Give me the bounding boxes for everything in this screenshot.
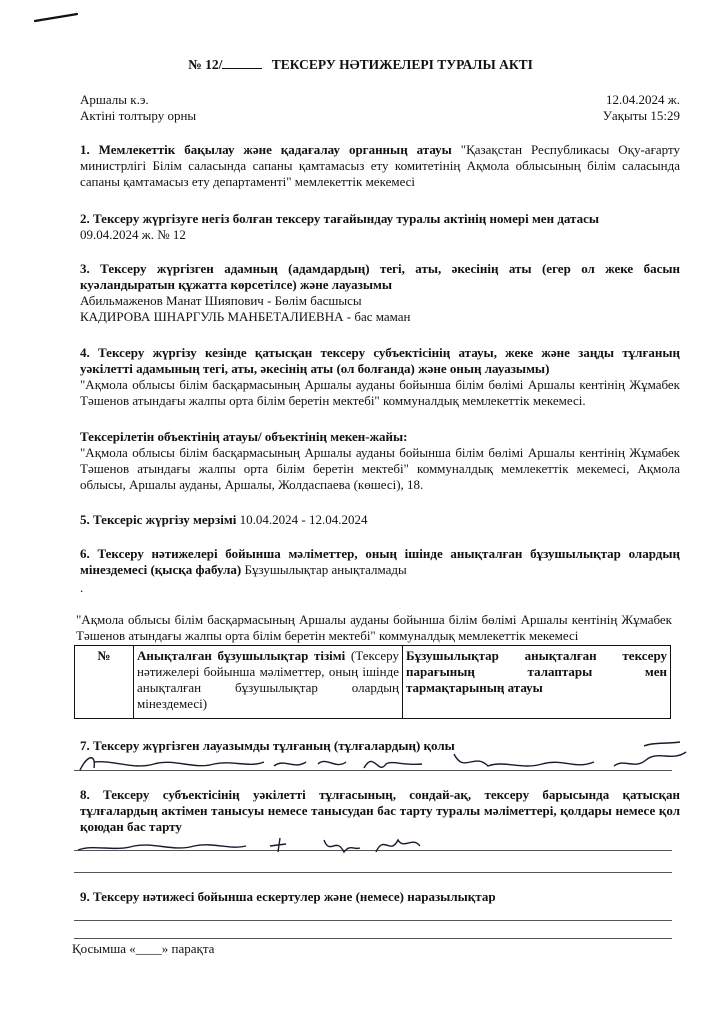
- remarks-line-1: [74, 920, 672, 921]
- section-4-text: "Ақмола облысы білім басқармасының Аршалы ауданы бойынша білім бөлімі Аршалы кентінің Жұмабек Тәшенов атындағы жалпы орта білім беретін мектебі" коммуналдық мемлекеттік мекемесі.: [80, 377, 680, 408]
- act-place: Аршалы к.э.: [80, 92, 149, 107]
- table-col-violations: [134, 646, 403, 719]
- section-6-heading: 6. Тексеру нәтижелері бойынша мәліметтер, оның ішінде анықталған бұзушылықтар олардың мінездемесі (қысқа фабула): [80, 546, 680, 577]
- act-number: № 12/: [188, 57, 223, 72]
- section-1-heading: 1. Мемлекеттік бақылау және қадағалау органның атауы: [80, 142, 452, 157]
- section-2-heading: 2. Тексеру жүргізуге негіз болған тексеру тағайындау туралы актінің номері мен датасы: [80, 211, 600, 226]
- section-4-heading: 4. Тексеру жүргізу кезінде қатысқан тексеру субъектісінің атауы, жеке және заңды тұлғаның уәкілетті адамының тегі, аты, әкесінің аты (ол болғанда) және оның лауазымы): [80, 345, 680, 376]
- table-col-violations-title: Анықталған бұзушылықтар тізімі: [137, 648, 346, 663]
- section-4: [80, 345, 680, 409]
- inspector-1: Абильмаженов Манат Шияпович - Бөлім басшысы: [80, 293, 362, 308]
- table-row: [75, 646, 671, 719]
- signature-line-8b: [74, 872, 672, 873]
- section-2: [80, 211, 680, 243]
- section-1: [80, 142, 680, 190]
- act-number-blank: [222, 57, 262, 69]
- object-heading: Тексерілетін объектінің атауы/ объектінің мекен-жайы:: [80, 429, 408, 444]
- section-6-entity: "Ақмола облысы білім басқармасының Аршалы ауданы бойынша білім бөлімі Аршалы кентінің Жұмабек Тәшенов атындағы жалпы орта білім беретін мектебі" коммуналдық мемлекеттік мекемесі: [76, 612, 672, 643]
- subject-signature: [74, 826, 434, 860]
- section-3-heading: 3. Тексеру жүргізген адамның (адамдардың) тегі, аты, әкесінің аты (егер ол жеке басын куәландыратын құжатта көрсетілсе) және лауазымы: [80, 261, 680, 292]
- section-9-heading: 9. Тексеру нәтижесі бойынша ескертулер және (немесе) наразылықтар: [80, 889, 496, 904]
- section-6-dot: .: [80, 580, 84, 595]
- pen-mark: [34, 12, 78, 26]
- attachment-note: Қосымша «____» парақта: [72, 941, 215, 956]
- section-7-heading: 7. Тексеру жүргізген лауазымды тұлғаның (тұлғалардың) қолы: [80, 738, 455, 753]
- section-6: [80, 546, 680, 578]
- remarks-line-2: [74, 938, 672, 939]
- act-date: 12.04.2024 ж.: [606, 92, 680, 107]
- inspector-signatures: [74, 740, 694, 780]
- inspector-2: КАДИРОВА ШНАРГУЛЬ МАНБЕТАЛИЕВНА - бас маман: [80, 309, 411, 324]
- table-col-violations-desc: (Тексеру нәтижелері бойынша мәліметтер, оның ішінде анықталған бұзушылықтар олардың мінездемесі): [137, 648, 399, 711]
- act-title-text: ТЕКСЕРУ НӘТИЖЕЛЕРІ ТУРАЛЫ АКТІ: [271, 57, 533, 72]
- section-5-heading: 5. Тексеріс жүргізу мерзімі: [80, 512, 237, 527]
- section-5-text: 10.04.2024 - 12.04.2024: [239, 512, 368, 527]
- section-8-heading: 8. Тексеру субъектісінің уәкілетті тұлғасының, сондай-ақ, тексеру барысында қатысқан тұлғалардың актімен танысуы немесе танысудан бас тарту туралы мәліметтері, қолдары немесе қол қоюдан бас тарту: [80, 787, 680, 834]
- act-time: Уақыты 15:29: [602, 108, 680, 123]
- section-2-text: 09.04.2024 ж. № 12: [80, 227, 186, 242]
- table-col-number: №: [75, 646, 134, 719]
- act-place-label: Актіні толтыру орны: [80, 108, 197, 123]
- section-3: [80, 261, 680, 325]
- table-col-requirements: Бұзушылықтар анықталған тексеру парағының талаптары мен тармақтарының атауы: [403, 646, 671, 719]
- object-text: "Ақмола облысы білім басқармасының Аршалы ауданы бойынша білім бөлімі Аршалы кентінің Жұмабек Тәшенов атындағы жалпы орта білім беретін мектебі" коммуналдық мемлекеттік мекемесі, Ақмола облысы, Аршалы ауданы, Аршалы, Жолдаспаева (көшесі), 18.: [80, 445, 680, 492]
- section-5: [80, 512, 680, 528]
- violations-table: [74, 645, 671, 719]
- object-section: [80, 429, 680, 493]
- act-title: [0, 57, 721, 73]
- section-6-text: Бұзушылықтар анықталмады: [244, 562, 407, 577]
- section-1-text: "Қазақстан Республикасы Оқу-ағарту министрлігі Білім саласында сапаны қамтамасыз ету комитетінің Ақмола облысының білім саласында сапаны қамтамасыз ету департаменті" мемлекеттік мекемесі: [80, 142, 681, 189]
